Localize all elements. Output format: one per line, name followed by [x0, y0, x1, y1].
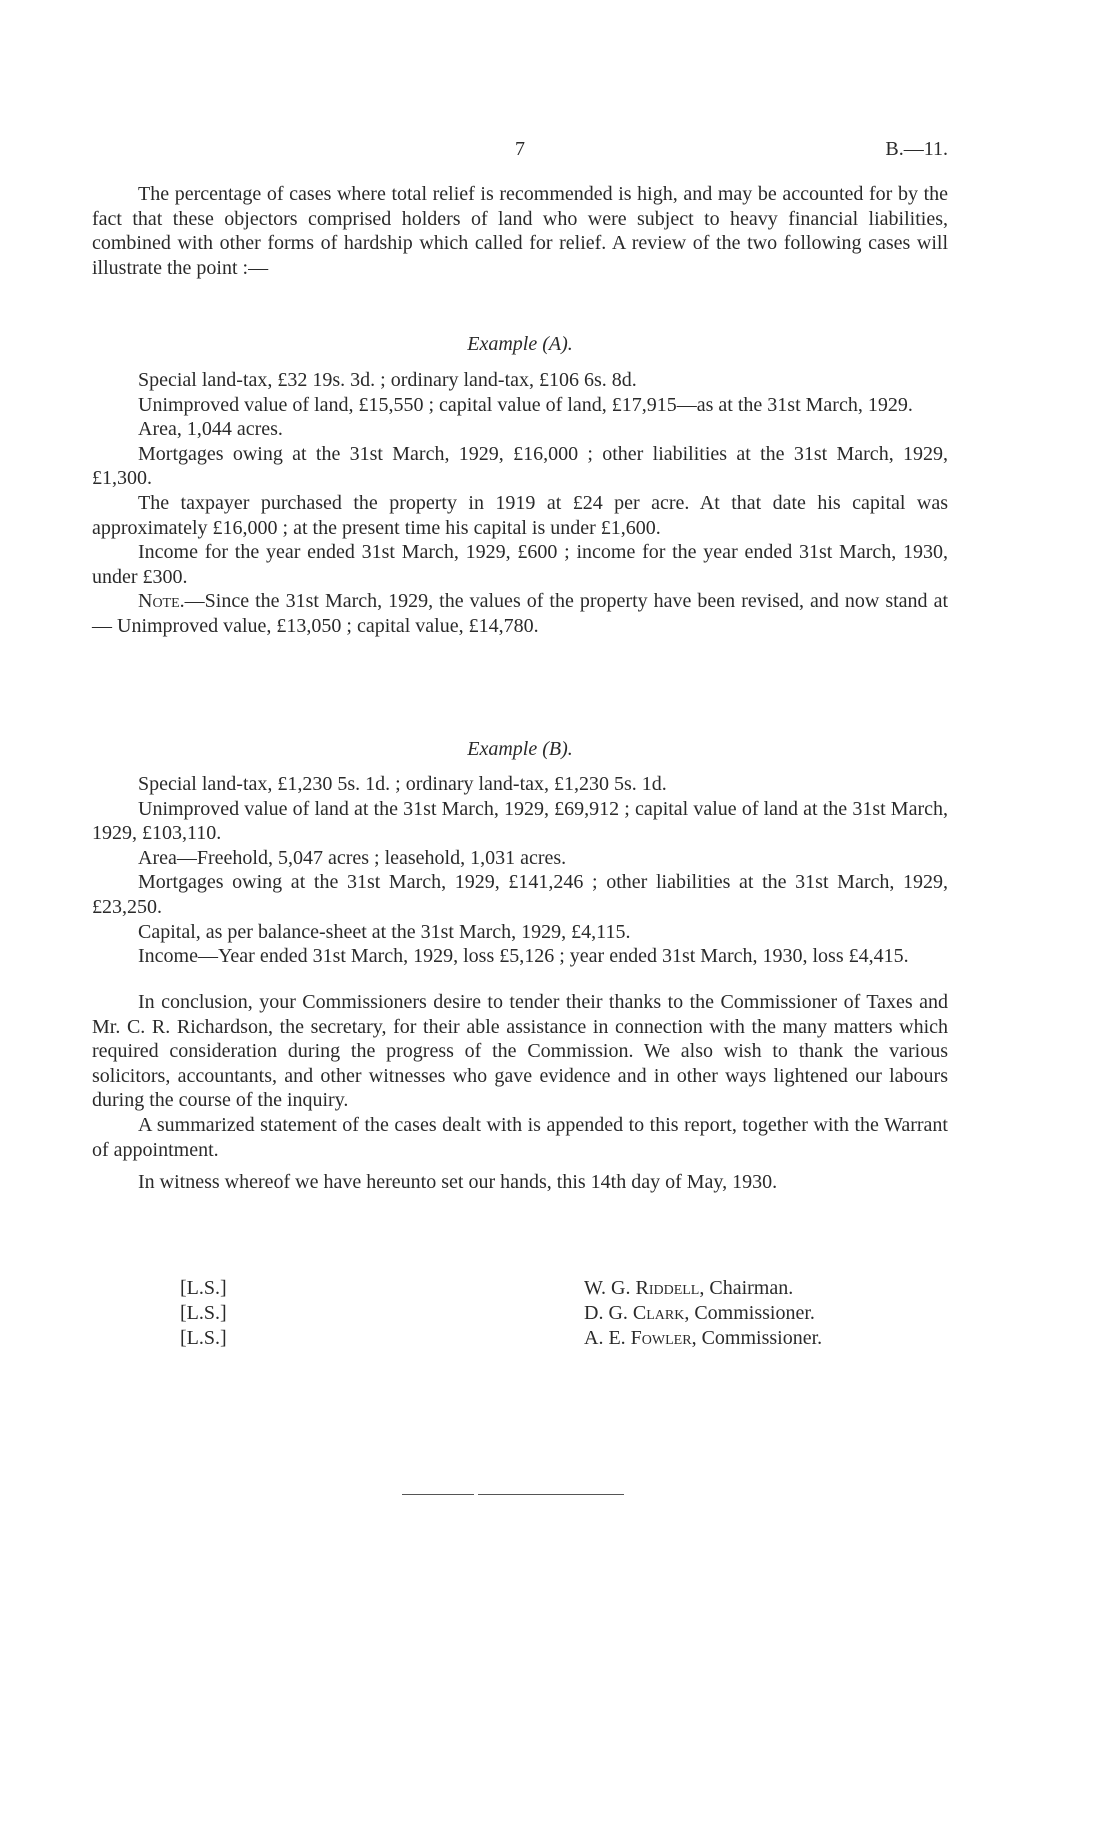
- signer-name: W. G. Riddell: [584, 1277, 700, 1299]
- signer-role: , Chairman.: [699, 1277, 794, 1299]
- example-a-line: Area, 1,044 acres.: [138, 418, 283, 441]
- appendix-paragraph: A summarized statement of the cases dealt with is appended to this report, together with the Warrant of appointment.: [92, 1113, 948, 1161]
- example-b-line: Area—Freehold, 5,047 acres ; leasehold, 1,031 acres.: [138, 846, 567, 869]
- example-a-line: Unimproved value of land, £15,550 ; capital value of land, £17,915—as at the 31st March, 1929.: [138, 393, 913, 416]
- intro-paragraph: [92, 182, 948, 280]
- note-label: Note.: [138, 590, 185, 613]
- note-text: —Since the 31st March, 1929, the values of the property have been revised, and now stand at— Unimproved value, £13,050 ; capital value, £14,780.: [92, 590, 948, 637]
- example-a-line: Mortgages owing at the 31st March, 1929, £16,000 ; other liabilities at the 31st March, 1929, £1,300.: [92, 442, 948, 490]
- signature-block: [92, 1276, 948, 1366]
- example-b-line: Unimproved value of land at the 31st March, 1929, £69,912 ; capital value of land at the 31st March, 1929, £103,110.: [92, 797, 948, 845]
- signer-role: , Commissioner.: [691, 1327, 823, 1349]
- example-a-line: Income for the year ended 31st March, 1929, £600 ; income for the year ended 31st March, 1930, under £300.: [92, 541, 948, 588]
- signer-column: [584, 1276, 822, 1351]
- example-b-line: Special land-tax, £1,230 5s. 1d. ; ordinary land-tax, £1,230 5s. 1d.: [138, 773, 667, 795]
- signer-name: A. E. Fowler: [584, 1327, 692, 1349]
- example-b-line: Income—Year ended 31st March, 1929, loss £5,126 ; year ended 31st March, 1930, loss £4,415.: [138, 945, 909, 968]
- signer-name: D. G. Clark: [584, 1302, 685, 1324]
- signer-commissioner: [584, 1301, 822, 1326]
- example-a-line: Special land-tax, £32 19s. 3d. ; ordinary land-tax, £106 6s. 8d.: [138, 369, 637, 391]
- page-reference: B.—11.: [885, 138, 948, 160]
- closing-rule: [402, 1494, 474, 1495]
- example-a-line: The taxpayer purchased the property in 1919 at £24 per acre. At that date his capital was approximately £16,000 ; at the present time his capital is under £1,600.: [92, 491, 948, 539]
- seal-mark: [L.S.]: [180, 1302, 227, 1324]
- signer-chairman: [584, 1276, 822, 1301]
- page-number: 7: [515, 138, 525, 160]
- example-a-block: [92, 368, 948, 639]
- closing-rule: [478, 1494, 624, 1495]
- intro-text: The percentage of cases where total relief is recommended is high, and may be accounted for by the fact that these objectors comprised holders of land who were subject to heavy financial liabilities, combined with other forms of hardship which called for relief. A review of the two following cases will illustrate the point :—: [92, 183, 948, 279]
- seal-mark: [L.S.]: [180, 1327, 227, 1349]
- example-b-block: [92, 772, 948, 969]
- conclusion-paragraph: In conclusion, your Commissioners desire to tender their thanks to the Commissioner of Taxes and Mr. C. R. Richardson, the secretary, for their able assistance in connection with the many matters which required consideration during the progress of the Commission. We also wish to thank the various solicitors, accountants, and other witnesses who gave evidence and in other ways lightened our labours during the course of the inquiry.: [92, 991, 948, 1112]
- seal-mark: [L.S.]: [180, 1277, 227, 1299]
- signer-role: , Commissioner.: [684, 1302, 815, 1324]
- example-a-heading: Example (A).: [467, 333, 573, 355]
- example-b-line: Capital, as per balance-sheet at the 31st March, 1929, £4,115.: [138, 920, 631, 943]
- example-b-heading: Example (B).: [467, 738, 573, 760]
- example-a-note: [92, 589, 948, 638]
- signer-commissioner: [584, 1326, 822, 1351]
- conclusion-block: [92, 990, 948, 1195]
- page-header: [92, 138, 948, 164]
- seal-column: [180, 1276, 227, 1351]
- example-b-line: Mortgages owing at the 31st March, 1929, £141,246 ; other liabilities at the 31st March, 1929, £23,250.: [92, 871, 948, 918]
- witness-paragraph: In witness whereof we have hereunto set our hands, this 14th day of May, 1930.: [138, 1171, 778, 1194]
